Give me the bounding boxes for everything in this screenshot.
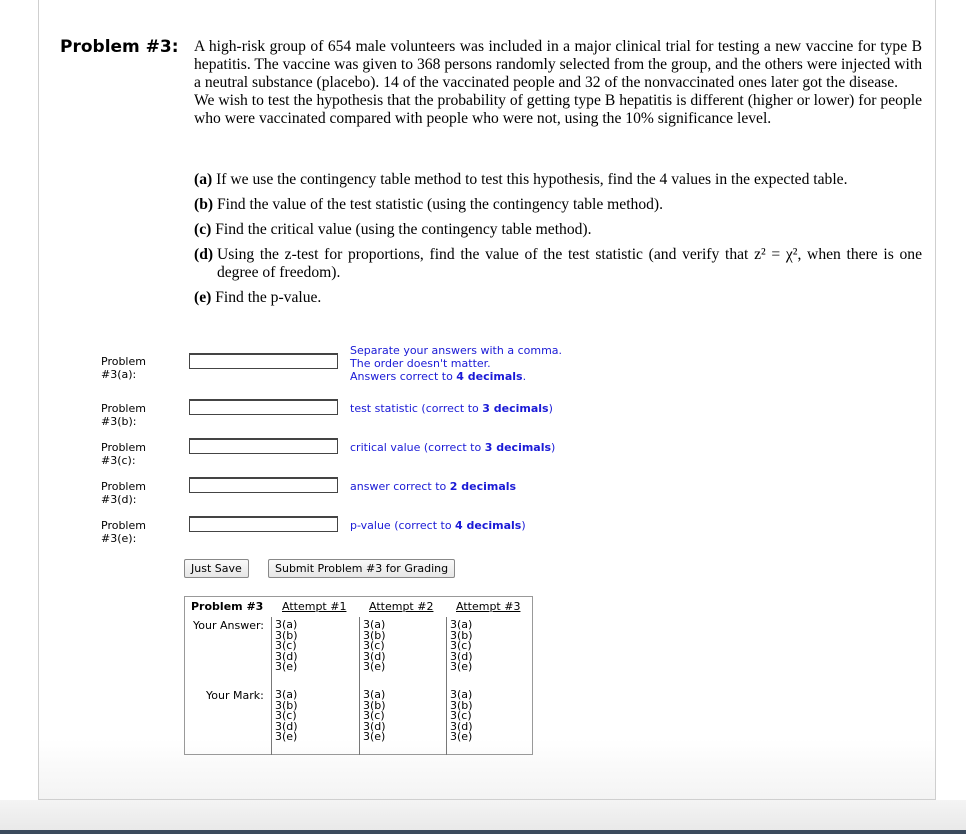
attempt-1-marks	[275, 690, 298, 743]
answer-input-b[interactable]	[189, 399, 338, 415]
answer-label-c: Problem #3(c):	[101, 441, 146, 467]
answer-label-a: Problem #3(a):	[101, 355, 146, 381]
answer-input-c[interactable]	[189, 438, 338, 454]
problem-statement	[194, 38, 922, 128]
list-item: 3(d)	[363, 649, 386, 663]
answer-input-a[interactable]	[189, 353, 338, 369]
hint-c-prefix: critical value (correct to	[350, 441, 485, 454]
part-b	[194, 196, 922, 214]
list-item: 3(e)	[450, 730, 473, 743]
list-item: 3(a)	[275, 618, 298, 631]
statement-paragraph-2: We wish to test the hypothesis that the probability of getting type B hepatitis is different (higher or lower) for people who were vaccinated compared with people who were not, using the 10% significance level.	[194, 92, 922, 127]
just-save-button[interactable]: Just Save	[184, 559, 249, 578]
hint-c-bold: 3 decimals	[484, 441, 552, 454]
part-c	[194, 221, 922, 239]
list-item: 3(e)	[275, 730, 298, 743]
problem-title: Problem #3:	[60, 37, 179, 57]
list-item: 3(e)	[450, 660, 473, 673]
column-divider	[359, 617, 360, 755]
list-item: 3(b)	[450, 698, 473, 712]
list-item: 3(b)	[363, 698, 386, 712]
part-d-tag: (d)	[194, 246, 217, 263]
hint-a-suffix: .	[522, 370, 527, 383]
part-e-text: Find the p-value.	[215, 289, 322, 306]
footer-band	[0, 800, 966, 830]
part-d	[194, 246, 922, 282]
answer-label-d: Problem #3(d):	[101, 480, 146, 506]
hint-a-line-1: Separate your answers with a comma.	[350, 344, 563, 357]
list-item: 3(a)	[450, 618, 473, 631]
list-item: 3(a)	[450, 688, 473, 701]
answer-label-b: Problem #3(b):	[101, 402, 146, 428]
attempt-3-header[interactable]: Attempt #3	[456, 600, 521, 613]
list-item: 3(e)	[275, 660, 298, 673]
part-d-text: Using the z-test for proportions, find the value of the test statistic (and verify that z² = χ², when there is one degree of freedom).	[216, 246, 922, 281]
list-item: 3(a)	[275, 688, 298, 701]
hint-e-suffix: )	[521, 519, 526, 532]
hint-e-prefix: p-value (correct to	[350, 519, 456, 532]
problem-parts	[194, 171, 922, 314]
your-answer-label: Your Answer:	[193, 619, 265, 632]
list-item: 3(c)	[450, 639, 472, 652]
attempt-1-header[interactable]: Attempt #1	[282, 600, 347, 613]
hint-d-prefix: answer correct to	[350, 480, 450, 493]
list-item: 3(b)	[450, 628, 473, 642]
answer-input-e[interactable]	[189, 516, 338, 532]
attempt-2-header[interactable]: Attempt #2	[369, 600, 434, 613]
part-e-tag: (e)	[194, 289, 216, 306]
column-divider	[446, 617, 447, 755]
answer-hint-c	[350, 441, 555, 454]
part-c-text: Find the critical value (using the contingency table method).	[215, 221, 592, 238]
list-item: 3(c)	[275, 639, 297, 652]
hint-d-bold: 2 decimals	[449, 480, 517, 493]
list-item: 3(d)	[450, 649, 473, 663]
hint-b-suffix: )	[548, 402, 553, 415]
list-item: 3(c)	[450, 709, 472, 722]
answer-hint-a	[350, 344, 562, 383]
list-item: 3(e)	[363, 730, 386, 743]
part-c-tag: (c)	[194, 221, 216, 238]
attempt-3-marks	[450, 690, 473, 743]
hint-a-line-2: The order doesn't matter.	[350, 357, 491, 370]
answer-hint-d	[350, 480, 516, 493]
attempts-table-header: Problem #3	[191, 600, 264, 613]
attempts-table	[184, 596, 533, 755]
list-item: 3(a)	[363, 618, 386, 631]
list-item: 3(c)	[275, 709, 297, 722]
list-item: 3(c)	[363, 639, 385, 652]
answer-hint-b	[350, 402, 553, 415]
list-item: 3(d)	[275, 649, 298, 663]
hint-a-prefix: Answers correct to	[350, 370, 457, 383]
list-item: 3(b)	[275, 628, 298, 642]
list-item: 3(d)	[363, 719, 386, 733]
hint-c-suffix: )	[551, 441, 556, 454]
list-item: 3(a)	[363, 688, 386, 701]
hint-e-bold: 4 decimals	[455, 519, 522, 532]
part-a	[194, 171, 922, 189]
part-b-tag: (b)	[194, 196, 217, 213]
footer-line	[0, 830, 966, 834]
hint-a-line-3	[350, 370, 562, 383]
attempt-2-marks	[363, 690, 386, 743]
attempt-2-answers	[363, 620, 386, 673]
attempt-1-answers	[275, 620, 298, 673]
list-item: 3(d)	[450, 719, 473, 733]
part-a-text: If we use the contingency table method to test this hypothesis, find the 4 values in the expected table.	[216, 171, 848, 188]
list-item: 3(d)	[275, 719, 298, 733]
part-e	[194, 289, 922, 307]
answer-input-d[interactable]	[189, 477, 338, 493]
attempt-3-answers	[450, 620, 473, 673]
statement-paragraph-1: A high-risk group of 654 male volunteers was included in a major clinical trial for testing a new vaccine for type B hepatitis. The vaccine was given to 368 persons randomly selected from the group, and the others were injected with a neutral substance (placebo). 14 of the vaccinated people and 32 of the nonvaccinated ones later got the disease.	[194, 38, 922, 91]
your-mark-label: Your Mark:	[206, 689, 264, 702]
answer-hint-e	[350, 519, 526, 532]
list-item: 3(c)	[363, 709, 385, 722]
list-item: 3(b)	[275, 698, 298, 712]
hint-b-prefix: test statistic (correct to	[350, 402, 483, 415]
submit-button[interactable]: Submit Problem #3 for Grading	[268, 559, 455, 578]
hint-b-bold: 3 decimals	[482, 402, 549, 415]
list-item: 3(e)	[363, 660, 386, 673]
hint-a-bold: 4 decimals	[456, 370, 523, 383]
column-divider	[271, 617, 272, 755]
part-b-text: Find the value of the test statistic (using the contingency table method).	[216, 196, 664, 213]
answer-label-e: Problem #3(e):	[101, 519, 146, 545]
list-item: 3(b)	[363, 628, 386, 642]
part-a-tag: (a)	[194, 171, 217, 188]
